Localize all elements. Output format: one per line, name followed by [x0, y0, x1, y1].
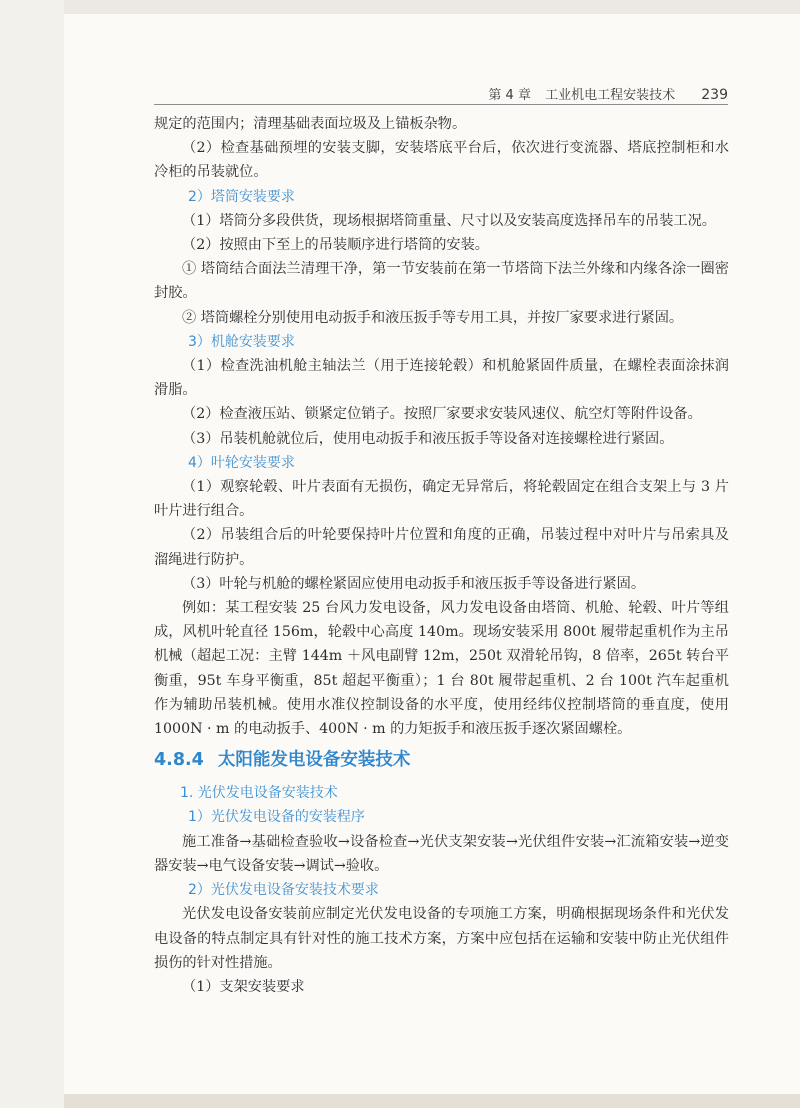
header-rule [154, 104, 728, 105]
page-top-shadow [64, 0, 800, 14]
running-header [488, 84, 728, 103]
subheading-pv-requirements: 2）光伏发电设备安装技术要求 [188, 882, 379, 899]
page-bottom-shadow [64, 1094, 800, 1108]
page-number: 239 [701, 87, 728, 103]
paragraph: （2）检查液压站、锁紧定位销子。按照厂家要求安装风速仪、航空灯等附件设备。 [182, 406, 702, 423]
page-body [154, 112, 729, 999]
paragraph: （2）检查基础预埋的安装支脚，安装塔底平台后，依次进行变流器、塔底控制柜和水冷柜的吊装就位。 [154, 140, 729, 181]
header-chapter: 第 4 章 [488, 88, 531, 103]
paragraph: （3）吊装机舱就位后，使用电动扳手和液压扳手等设备对连接螺栓进行紧固。 [182, 430, 674, 447]
subheading-nacelle: 3）机舱安装要求 [188, 333, 295, 350]
paragraph: （1）观察轮毂、叶片表面有无损伤，确定无异常后，将轮毂固定在组合支架上与 3 片叶片进行组合。 [154, 479, 729, 520]
subheading-rotor: 4）叶轮安装要求 [188, 454, 295, 471]
subheading-tower: 2）塔筒安装要求 [188, 188, 295, 205]
subheading-pv-procedure: 1）光伏发电设备的安装程序 [188, 809, 365, 826]
paragraph: ② 塔筒螺栓分别使用电动扳手和液压扳手等专用工具，并按厂家要求进行紧固。 [182, 309, 684, 326]
paragraph: （2）按照由下至上的吊装顺序进行塔筒的安装。 [182, 237, 489, 254]
paragraph-example: 例如：某工程安装 25 台风力发电设备，风力发电设备由塔筒、机舱、轮毂、叶片等组成，风机叶轮直径 156m，轮毂中心高度 140m。现场安装采用 800t 履带起重机作为主吊机械（超起工况：主臂 144m ＋风电副臂 12m，250t 双滑轮吊钩，8 倍率，265t 转台平衡重，95t 车身平衡重，85t 超起平衡重）；1 台 80t 履带起重机、2 台 100t 汽车起重机作为辅助吊装机械。使用水准仪控制设备的水平度，使用经纬仪控制塔筒的垂直度，使用 1000N · m 的电动扳手、400N · m 的力矩扳手和液压扳手逐次紧固螺栓。 [154, 600, 729, 738]
paragraph: （1）检查洗油机舱主轴法兰（用于连接轮毂）和机舱紧固件质量，在螺栓表面涂抹润滑脂。 [154, 358, 729, 399]
paragraph: 规定的范围内；清理基础表面垃圾及上锚板杂物。 [154, 116, 467, 132]
paragraph: （1）支架安装要求 [182, 978, 305, 995]
paragraph: （2）吊装组合后的叶轮要保持叶片位置和角度的正确，吊装过程中对叶片与吊索具及溜绳进行防护。 [154, 527, 729, 568]
header-title: 工业机电工程安装技术 [545, 88, 676, 103]
subheading-pv: 1. 光伏发电设备安装技术 [180, 785, 338, 802]
paragraph: （1）塔筒分多段供货，现场根据塔筒重量、尺寸以及安装高度选择吊车的吊装工况。 [182, 212, 716, 229]
paragraph: 施工准备→基础检查验收→设备检查→光伏支架安装→光伏组件安装→汇流箱安装→逆变器安装→电气设备安装→调试→验收。 [154, 833, 729, 874]
section-heading [154, 747, 729, 773]
paragraph: ① 塔筒结合面法兰清理干净，第一节安装前在第一节塔筒下法兰外缘和内缘各涂一圈密封胶。 [154, 261, 729, 302]
paragraph: （3）叶轮与机舱的螺栓紧固应使用电动扳手和液压扳手等设备进行紧固。 [182, 575, 646, 592]
section-number: 4.8.4 [154, 750, 204, 771]
section-title: 太阳能发电设备安装技术 [217, 750, 411, 771]
paragraph: 光伏发电设备安装前应制定光伏发电设备的专项施工方案，明确根据现场条件和光伏发电设备的特点制定具有针对性的施工技术方案，方案中应包括在运输和安装中防止光伏组件损伤的针对性措施。 [154, 906, 729, 971]
